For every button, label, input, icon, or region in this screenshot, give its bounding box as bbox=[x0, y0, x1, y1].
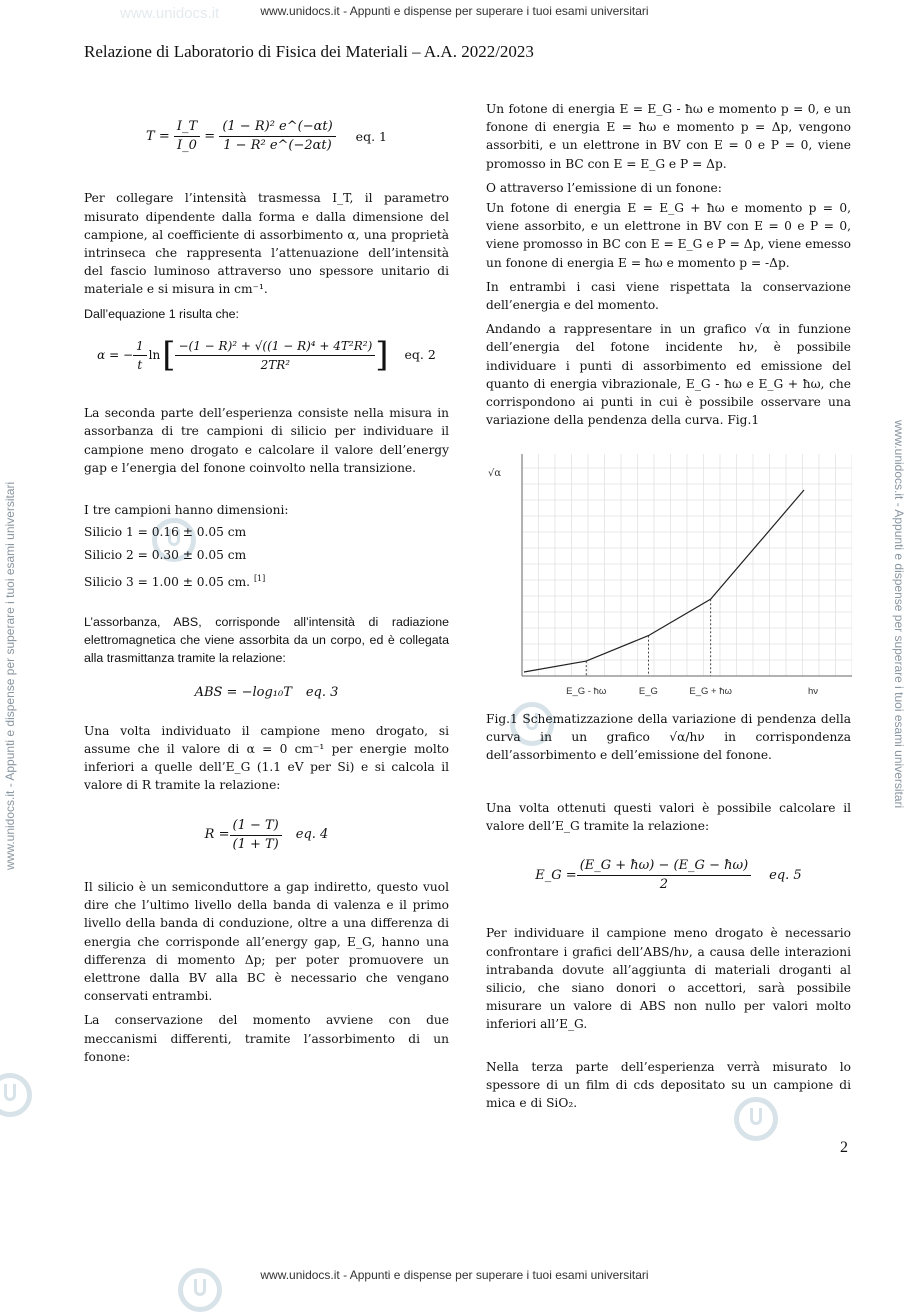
paragraph-intensity: Per collegare l’intensità trasmessa I_T, il parametro misurato dipendente dalla forma e dalla dimensione del campione, al coefficiente di assorbimento α, una proprietà intrinseca che rappresenta l’attenuazione dell’intensità del fascio luminoso attraverso uno spessore unitario di materiale e si misura in cm⁻¹. bbox=[84, 191, 449, 297]
eq2-fraction-1t bbox=[133, 337, 147, 374]
eq1-fraction-1 bbox=[174, 118, 200, 155]
x-tick-label: E_G + ħω bbox=[689, 686, 732, 697]
eq2-inner-den: 2TR² bbox=[260, 358, 291, 373]
eq1-fraction-2 bbox=[219, 118, 335, 155]
paragraph-graph-intro: Andando a rappresentare in un grafico √α in funzione dell’energia del fotone incidente hν, è possibile individuare i punti di assorbimento ed emissione del quanto di energia vibrazionale, E_G - ħω e E_G + ħω, che corrispondono ai punti in cui è possibile osservare una variazione della pendenza della curva. Fig.1 bbox=[486, 322, 851, 428]
page-header-title: Relazione di Laboratorio di Fisica dei Materiali – A.A. 2022/2023 bbox=[84, 42, 534, 61]
eq2-frac-num: 1 bbox=[133, 337, 147, 356]
paragraph-indirect-gap: Il silicio è un semiconduttore a gap indiretto, questo vuol dire che l’ultimo livello della banda di valenza e il primo livello della banda di conduzione, oltre a una differenza di energia che corrisponde all’energy gap, E_G, hanno una differenza di momento Δp; per poter promuovere un elettrone dalla BV alla BC è necessario che vengano conservati entrambi. bbox=[84, 879, 449, 1004]
watermark-right: www.unidocs.it - Appunti e dispense per superare i tuoi esami universitari bbox=[892, 420, 906, 809]
watermark-faint: www.unidocs.it bbox=[120, 5, 220, 22]
paragraph-eg-relation: Una volta ottenuti questi valori è possibile calcolare il valore dell’E_G tramite la relazione: bbox=[486, 800, 851, 833]
sample-silicio-3-text: Silicio 3 = 1.00 ± 0.05 cm. bbox=[84, 574, 251, 589]
sample-silicio-3 bbox=[84, 570, 449, 591]
equation-5 bbox=[486, 857, 851, 894]
eq4-fraction bbox=[230, 817, 282, 854]
eq3-label: eq. 3 bbox=[305, 684, 339, 700]
eq3-expression: ABS = −log₁₀T bbox=[194, 684, 292, 700]
eq2-ln: ln bbox=[148, 348, 161, 363]
equation-4 bbox=[84, 817, 449, 854]
eq5-lhs: E_G = bbox=[535, 867, 577, 883]
eq4-label: eq. 4 bbox=[295, 827, 329, 843]
eq1-frac1-num: I_T bbox=[174, 118, 200, 137]
watermark-bottom: www.unidocs.it - Appunti e dispense per superare i tuoi esami universitari bbox=[260, 1268, 649, 1282]
eq2-lhs: α = − bbox=[97, 348, 133, 363]
eq1-lhs: T = bbox=[146, 129, 174, 145]
paragraph-second-part: La seconda parte dell’esperienza consiste nella misura in assorbanza di tre campioni di silicio per individuare il campione meno drogato e calcolare il valore dell’energy gap e l’energia del fonone coinvolto nella transizione. bbox=[84, 406, 449, 475]
eq5-den: 2 bbox=[659, 877, 669, 893]
y-axis-label: √α bbox=[488, 468, 502, 479]
paragraph-samples-intro: I tre campioni hanno dimensioni: bbox=[84, 503, 289, 518]
eq5-num: (E_G + ħω) − (E_G − ħω) bbox=[577, 857, 751, 876]
paragraph-momentum-conservation: La conservazione del momento avviene con due meccanismi differenti, tramite l’assorbimento di un fonone: bbox=[84, 1013, 449, 1064]
page-number: 2 bbox=[840, 1139, 848, 1156]
paragraph-absorbance: L’assorbanza, ABS, corrisponde all’intensità di radiazione elettromagnetica che viene assorbita da un corpo, ed è collegata alla trasmittanza tramite la relazione: bbox=[84, 614, 449, 666]
eq5-label: eq. 5 bbox=[769, 867, 802, 883]
paragraph-or-emission: O attraverso l’emissione di un fonone: bbox=[486, 180, 722, 195]
eq1-frac1-den: I_0 bbox=[177, 138, 197, 154]
eq2-inner-num: −(1 − R)² + √((1 − R)⁴ + 4T²R²) bbox=[175, 337, 375, 356]
eq2-bracket-close: ] bbox=[375, 335, 389, 376]
eq2-fraction-main bbox=[175, 337, 375, 374]
equation-1 bbox=[84, 118, 449, 155]
eq4-num: (1 − T) bbox=[230, 817, 282, 836]
watermark-logo-icon bbox=[178, 1268, 222, 1312]
x-axis-label: hν bbox=[807, 686, 819, 697]
series-line bbox=[524, 490, 804, 672]
paragraph-phonon-absorption: Un fotone di energia E = E_G - ħω e momento p = 0, e un fonone di energia E = ħω e momento p = Δp, vengono assorbiti, e un elettrone in BV con E = 0 e P = 0, viene promosso in BC con E = E_G e P = Δp. bbox=[486, 102, 851, 171]
eq2-label: eq. 2 bbox=[404, 347, 436, 363]
paragraph-third-part: Nella terza parte dell’esperienza verrà misurato lo spessore di un film di cds depositato su un campione di mica e di SiO₂. bbox=[486, 1059, 851, 1111]
eq2-bracket-open: [ bbox=[162, 335, 176, 376]
sample-silicio-2: Silicio 2 = 0.30 ± 0.05 cm bbox=[84, 548, 247, 563]
equation-2 bbox=[84, 337, 449, 374]
eq4-den: (1 + T) bbox=[232, 836, 279, 852]
citation-ref: [1] bbox=[253, 573, 266, 583]
x-tick-label: E_G bbox=[638, 686, 658, 697]
sample-silicio-1: Silicio 1 = 0.16 ± 0.05 cm bbox=[84, 525, 247, 540]
paragraph-from-eq1: Dall’equazione 1 risulta che: bbox=[84, 306, 239, 321]
watermark-logo-icon bbox=[0, 1073, 32, 1117]
eq2-frac-den: t bbox=[137, 358, 143, 373]
fig1-chart bbox=[486, 446, 852, 704]
eq1-frac2-den: 1 − R² e^(−2αt) bbox=[223, 138, 332, 154]
eq1-label: eq. 1 bbox=[355, 128, 387, 144]
watermark-left: www.unidocs.it - Appunti e dispense per superare i tuoi esami universitari bbox=[3, 481, 17, 870]
right-column-lower bbox=[486, 706, 851, 1118]
eq1-frac2-num: (1 − R)² e^(−αt) bbox=[219, 118, 335, 137]
eq4-lhs: R = bbox=[204, 827, 230, 843]
paragraph-phonon-emission: Un fotone di energia E = E_G + ħω e momento p = 0, viene assorbito, e un elettrone in BV con E = 0 e P = 0, viene promosso in BC con E = E_G e P = Δp, viene emesso un fonone di energia E = ħω e momento p = -Δp. bbox=[486, 201, 851, 270]
paragraph-conservation: In entrambi i casi viene rispettata la conservazione dell’energia e del momento. bbox=[486, 279, 851, 313]
watermark-top: www.unidocs.it - Appunti e dispense per superare i tuoi esami universitari bbox=[260, 4, 649, 18]
paragraph-least-doped: Una volta individuato il campione meno drogato, si assume che il valore di α = 0 cm⁻¹ per energie molto inferiori a quelle dell’E_G (1.1 eV per Si) e si calcola il valore di R tramite la relazione: bbox=[84, 723, 449, 793]
eq1-equals: = bbox=[200, 129, 220, 145]
right-column bbox=[486, 100, 851, 435]
paragraph-compare-graphs: Per individuare il campione meno drogato è necessario confrontare i grafici dell’ABS/hν, a causa delle interazioni intrabanda dovute all’aggiunta di materiali droganti al silicio, che siano donori o accettori, sarà possibile misurare un valore di ABS non nullo per valori molto inferiori all’E_G. bbox=[486, 926, 851, 1032]
eq5-fraction bbox=[577, 857, 751, 894]
left-column bbox=[84, 100, 449, 1072]
x-tick-label: E_G - ħω bbox=[566, 686, 607, 697]
equation-3 bbox=[84, 684, 449, 702]
figure-caption: Fig.1 Schematizzazione della variazione di pendenza della curva in un grafico √α/hν in corrispondenza dell’assorbimento e dell’emissione del fonone. bbox=[486, 712, 851, 763]
